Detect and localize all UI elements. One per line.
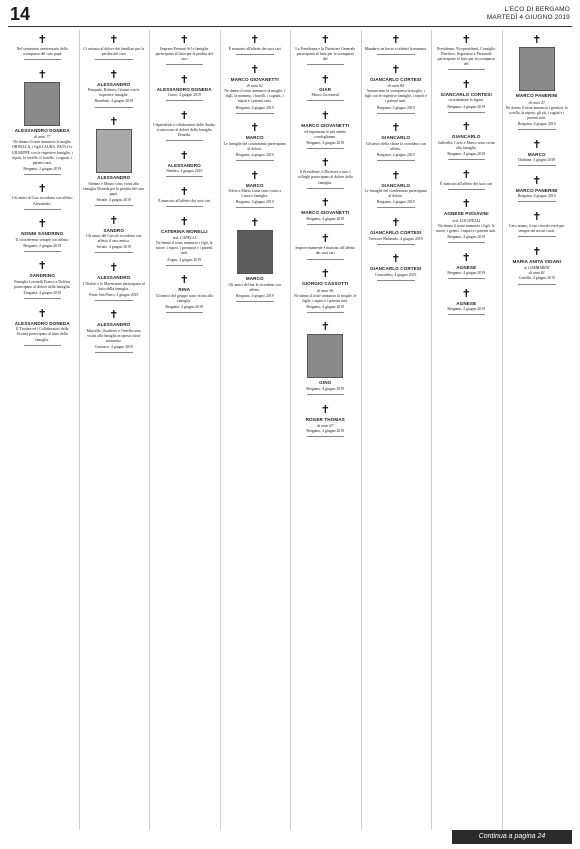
obituary-column	[502, 30, 572, 830]
notice-divider	[448, 112, 486, 113]
deceased-age: di anni 96	[317, 287, 334, 293]
notice-divider	[307, 394, 345, 395]
cross-icon: ✝	[109, 260, 119, 274]
notice-divider	[95, 352, 133, 353]
notice-text: I dipendenti e collaboratori dello Studio si uniscono al dolore della famiglia Doneda.	[153, 122, 216, 138]
notice-date: Bergamo, 2 giugno 2019	[23, 166, 62, 171]
deceased-name: GIANCARLO CORTESI	[370, 266, 422, 272]
notice-divider	[448, 189, 486, 190]
notice-text: Ci uniamo al dolore dei familiari per la perdita del caro	[83, 47, 145, 57]
notice-date: Bergamo, 4 giugno 2019	[517, 194, 556, 199]
notice-text: Ne danno il triste annuncio la moglie ORNELLA, i figli LAURA, PAOLO e GIUSEPPE con le rispettive famiglie, i nipoti, le sorelle, il fratello, i cognati, i parenti tutti.	[11, 140, 73, 165]
notice-divider	[24, 251, 62, 252]
notice-date: Grassobbio, 4 giugno 2019	[375, 272, 417, 277]
notice-divider	[518, 236, 556, 237]
notice-text: Ne danno il triste annuncio i genitori, la sorella, la nipote, gli zii, i cugini e i parenti tutti.	[505, 105, 568, 120]
notice-date: Brembate, 4 giugno 2019	[94, 99, 134, 104]
deceased-name: MARCO PANERINI	[515, 187, 558, 193]
notice-divider	[307, 436, 345, 437]
obituary-notice	[362, 166, 431, 213]
notice-date: Bergamo, 4 giugno 2019	[235, 152, 274, 157]
cross-icon: ✝	[320, 320, 330, 334]
deceased-age: di anni 84	[387, 83, 404, 89]
deceased-name: ALESSANDRO DONEDA	[156, 86, 212, 92]
deceased-name: AGNESE	[456, 264, 477, 270]
deceased-age: ved. CAPELLI	[172, 235, 196, 241]
notice-text: ricordandone la figura.	[448, 98, 485, 103]
cross-icon: ✝	[532, 137, 542, 151]
notice-divider	[166, 206, 204, 207]
cross-icon: ✝	[391, 121, 401, 135]
notice-divider	[166, 312, 204, 313]
notice-date: Dalmine, 3 giugno 2019	[518, 158, 556, 163]
notice-divider	[236, 160, 274, 161]
obituary-notice	[362, 60, 431, 119]
notice-divider	[95, 59, 133, 60]
obituary-notice	[8, 30, 77, 65]
cross-icon: ✝	[109, 308, 119, 322]
obituary-notice	[150, 146, 219, 182]
notice-date: Bergamo, 4 giugno 2019	[306, 216, 345, 221]
obituary-notice	[432, 165, 501, 195]
cross-icon: ✝	[250, 215, 260, 229]
notice-divider	[166, 100, 204, 101]
obituary-notice	[432, 248, 501, 284]
deceased-name: GIANCARLO CORTESI	[440, 91, 492, 97]
deceased-name: ALESSANDRO DONEDA	[14, 320, 70, 326]
notice-date: Seriate, 4 giugno 2019	[96, 197, 131, 202]
obituary-column	[79, 30, 149, 830]
cross-icon: ✝	[250, 168, 260, 182]
notice-text: Marcello, Gualtiero e Ornella sono vicini alla famiglia in questo triste momento.	[86, 328, 141, 344]
notice-divider	[24, 345, 62, 346]
notice-date: Bergamo, 4 giugno 2019	[235, 293, 274, 298]
notice-divider	[95, 107, 133, 108]
obituary-notice	[221, 60, 290, 119]
notice-divider	[166, 265, 204, 266]
cross-icon: ✝	[532, 209, 542, 223]
notice-text: Gli amici del gruppo sono vicini alla famiglia.	[155, 293, 213, 303]
notice-date: Bergamo, 4 giugno 2019	[447, 307, 486, 312]
cross-icon: ✝	[391, 33, 401, 46]
obituary-notice	[8, 65, 77, 180]
notice-text: È mancato all'affetto dei suoi cari	[158, 198, 211, 203]
notice-text: Presidenza, Vicepresidenti, Consiglio Direttivo, Segretario e Personale partecipano al lutto per la scomparsa del	[437, 47, 496, 67]
cross-icon: ✝	[461, 33, 471, 46]
deceased-name: GIAR	[319, 86, 332, 92]
deceased-name: RINA	[178, 287, 191, 293]
obituary-notice	[8, 304, 77, 350]
obituary-notice	[150, 30, 219, 70]
obituary-notice	[8, 179, 77, 214]
deceased-age: di anni 81	[528, 270, 545, 276]
cross-icon: ✝	[179, 108, 189, 122]
obituary-notice	[221, 30, 290, 60]
cross-icon: ✝	[461, 250, 471, 264]
cross-icon: ✝	[532, 244, 542, 258]
obituary-notice	[503, 171, 572, 207]
obituary-notice	[291, 193, 360, 229]
obituary-notice	[80, 305, 149, 357]
continuation-banner: Continua a pagina 24	[452, 830, 572, 844]
notice-date: Castello, 4 giugno 2019	[518, 276, 555, 281]
deceased-name: GIANCARLO CORTESI	[370, 229, 422, 235]
deceased-name: CATERINA MORELLI	[160, 228, 208, 234]
notice-text: Gli amici del Circolo ricordano con affetto il caro amico.	[86, 234, 142, 244]
deceased-name: MARCO GIOVANETTI	[230, 76, 279, 82]
obituary-notice	[221, 166, 290, 213]
cross-icon: ✝	[109, 67, 119, 81]
cross-icon: ✝	[37, 182, 47, 196]
deceased-name: ALESSANDRO	[97, 274, 131, 280]
obituary-columns	[8, 30, 572, 830]
notice-divider	[377, 54, 415, 55]
obituary-notice	[503, 30, 572, 135]
notice-date: Bergamo, 4 giugno 2019	[517, 121, 556, 126]
notice-divider	[377, 280, 415, 281]
notice-divider	[166, 140, 204, 141]
deceased-name: GIANCARLO	[381, 135, 411, 141]
deceased-name: AGNESE	[456, 300, 477, 306]
cross-icon: ✝	[179, 184, 189, 198]
portrait-photo	[96, 129, 132, 173]
notice-divider	[24, 174, 62, 175]
deceased-name: MARCO GIOVANETTI	[301, 210, 350, 216]
notice-divider	[377, 113, 415, 114]
obituary-notice	[291, 400, 360, 442]
obituary-notice	[291, 317, 360, 399]
notice-date: Bergamo, 4 giugno 2019	[235, 200, 274, 205]
notice-text: Marco Giovanetti	[311, 93, 340, 98]
masthead	[487, 6, 570, 22]
obituary-column	[290, 30, 360, 830]
notice-date: Bergamo, 4 giugno 2019	[235, 105, 274, 110]
cross-icon: ✝	[179, 273, 189, 287]
notice-date: Curnasco, 4 giugno 2019	[94, 345, 133, 350]
notice-date: Bergamo, 4 giugno 2019	[447, 151, 486, 156]
cross-icon: ✝	[461, 286, 471, 300]
obituary-notice	[221, 118, 290, 165]
notice-divider	[166, 64, 204, 65]
deceased-name: ALESSANDRO	[97, 322, 131, 328]
notice-text: La Presidenza e la Direzione Generale partecipano al lutto per la scomparsa del	[295, 47, 356, 62]
cross-icon: ✝	[320, 232, 330, 246]
cross-icon: ✝	[532, 33, 542, 46]
deceased-age: di anni 67	[317, 423, 334, 429]
notice-date: Bergamo, 4 giugno 2019	[376, 152, 415, 157]
notice-text: Silvio e Maria Luisa sono vicini a Laura e famiglia.	[228, 189, 282, 199]
notice-divider	[448, 314, 486, 315]
issue-date: MARTEDÌ 4 GIUGNO 2019	[486, 14, 570, 21]
cross-icon: ✝	[179, 214, 189, 228]
notice-divider	[518, 129, 556, 130]
cross-icon: ✝	[37, 259, 47, 273]
deceased-name: ALESSANDRO	[97, 81, 131, 87]
notice-date: Nembro, 4 giugno 2019	[166, 169, 203, 174]
cross-icon: ✝	[250, 33, 260, 46]
obituary-notice	[80, 30, 149, 65]
obituary-notice	[432, 284, 501, 320]
portrait-photo	[307, 334, 343, 378]
notice-date: Bergamo, 4 giugno 2019	[165, 304, 204, 309]
cross-icon: ✝	[179, 148, 189, 162]
cross-icon: ✝	[179, 33, 189, 46]
newspaper-title: L'ECO DI BERGAMO	[504, 6, 570, 13]
obituary-notice	[362, 213, 431, 249]
notice-divider	[307, 312, 345, 313]
notice-text: Famiglia Locatelli Franco e Dolfina partecipano al dolore della famiglia.	[14, 280, 71, 290]
notice-divider	[307, 224, 345, 225]
portrait-photo	[237, 230, 273, 274]
notice-date: Bergamo, 2 giugno 2019	[23, 243, 62, 248]
notice-divider	[307, 259, 345, 260]
obituary-notice	[291, 153, 360, 193]
deceased-name: ALESSANDRO	[167, 162, 201, 168]
notice-divider	[24, 298, 62, 299]
cross-icon: ✝	[37, 306, 47, 320]
cross-icon: ✝	[461, 167, 471, 181]
notice-text: Gli amici della classe lo ricordano con affetto.	[365, 141, 426, 151]
cross-icon: ✝	[532, 173, 542, 187]
obituary-notice	[432, 75, 501, 117]
obituary-column	[8, 30, 77, 830]
cross-icon: ✝	[179, 72, 189, 86]
notice-divider	[448, 242, 486, 243]
deceased-name: SANDRO	[103, 227, 124, 233]
notice-text: ed esprimono le più sentite condoglianze.	[304, 129, 347, 139]
notice-text: Ne danno il triste annuncio i figli, le nuore, i generi, i nipoti e i parenti tutti.	[436, 223, 497, 233]
obituary-notice	[291, 264, 360, 317]
notice-divider	[236, 207, 274, 208]
obituary-notice	[80, 258, 149, 305]
notice-divider	[518, 284, 556, 285]
obituary-notice	[8, 256, 77, 303]
deceased-age: di anni 47	[528, 99, 545, 105]
obituary-notice	[503, 242, 572, 289]
deceased-name: SANDRINO	[29, 273, 55, 279]
obituary-notice	[8, 214, 77, 256]
notice-divider	[236, 113, 274, 114]
cross-icon: ✝	[109, 33, 119, 46]
notice-date: Bergamo, 4 giugno 2019	[306, 140, 345, 145]
obituary-notice	[80, 65, 149, 112]
cross-icon: ✝	[391, 168, 401, 182]
notice-text: Le famiglie del condominio partecipano al dolore.	[364, 189, 427, 199]
notice-text: È mancato all'affetto dei suoi cari	[440, 181, 493, 186]
notice-text: Ti ricorderemo sempre con affetto.	[15, 237, 70, 242]
deceased-name: MARCO	[527, 151, 546, 157]
obituary-notice	[150, 70, 219, 106]
deceased-name: ALESSANDRO	[97, 175, 131, 181]
notice-divider	[307, 188, 345, 189]
notice-text: I Titolari e le Maestranze partecipano al lutto della famiglia.	[82, 281, 145, 291]
cross-icon: ✝	[37, 33, 47, 46]
obituary-notice	[80, 112, 149, 210]
cross-icon: ✝	[391, 62, 401, 76]
deceased-age: in GAMBARINI	[524, 265, 550, 271]
notice-date: Bergamo, 3 giugno 2019	[376, 105, 415, 110]
cross-icon: ✝	[391, 252, 401, 266]
portrait-photo	[24, 82, 60, 126]
notice-divider	[24, 59, 62, 60]
cross-icon: ✝	[320, 402, 330, 416]
deceased-name: ROGER THOMAS	[305, 416, 345, 422]
notice-divider	[377, 207, 415, 208]
cross-icon: ✝	[250, 121, 260, 135]
obituary-notice	[503, 135, 572, 171]
cross-icon: ✝	[461, 77, 471, 91]
cross-icon: ✝	[320, 267, 330, 280]
notice-text: Ne danno il triste annuncio la moglie, i figli, la mamma, i fratelli, i cognati, i nipoti e i parenti tutti.	[224, 89, 286, 104]
deceased-name: MARCO GIOVANETTI	[301, 122, 350, 128]
obituary-notice	[80, 211, 149, 258]
cross-icon: ✝	[37, 217, 47, 231]
obituary-notice	[291, 70, 360, 106]
notice-divider	[518, 201, 556, 202]
deceased-name: AGNESE PISSAVINI	[443, 211, 489, 217]
deceased-age: ved. LOCATELLI	[452, 217, 481, 223]
obituary-notice	[362, 118, 431, 165]
notice-date: Seriate, 4 giugno 2019	[96, 245, 131, 250]
cross-icon: ✝	[109, 115, 119, 129]
notice-text: Ne danno il triste annuncio la moglie, le figlie, i nipoti e i parenti tutti.	[294, 293, 357, 303]
notice-divider	[448, 69, 486, 70]
deceased-name: NONNI SANDRINO	[21, 231, 64, 237]
deceased-name: MARCO	[245, 182, 264, 188]
notice-divider	[448, 159, 486, 160]
cross-icon: ✝	[320, 156, 330, 170]
notice-text: Nel ventesimo anniversario della scomparsa del caro papà	[16, 47, 68, 57]
obituary-notice	[432, 117, 501, 164]
deceased-name: GINO	[319, 380, 332, 386]
deceased-name: GIANCARLO CORTESI	[370, 76, 422, 82]
notice-divider	[236, 301, 274, 302]
notice-date: Bergamo, 4 giugno 2019	[447, 104, 486, 109]
deceased-name: MARIA ANITA VIGANI	[512, 258, 561, 264]
notice-text: Annunciano la scomparsa la moglie, i figli con le rispettive famiglie, i nipoti e i parenti tutti.	[364, 89, 427, 104]
cross-icon: ✝	[320, 72, 330, 86]
deceased-name: GIANCARLO	[451, 134, 481, 140]
notice-divider	[448, 278, 486, 279]
page-header	[8, 6, 572, 26]
obituary-notice	[221, 213, 290, 306]
notice-date: Ponte San Pietro, 4 giugno 2019	[89, 292, 139, 297]
notice-text: Imprese Presenti Srl e famiglie partecipano al lutto per la perdita del caro	[155, 47, 213, 62]
cross-icon: ✝	[461, 197, 471, 211]
deceased-name: MARCO	[245, 275, 264, 281]
notice-text: Caro nonno, il tuo ricordo vivrà per sempre nei nostri cuori.	[509, 223, 565, 234]
page-number: 14	[10, 4, 31, 24]
notice-divider	[307, 64, 345, 65]
cross-icon: ✝	[320, 33, 330, 46]
notice-divider	[95, 300, 133, 301]
obituary-notice	[362, 30, 431, 60]
obituary-notice	[150, 212, 219, 271]
obituary-notice	[291, 106, 360, 153]
portrait-photo	[519, 47, 555, 91]
notice-divider	[24, 209, 62, 210]
deceased-age: di anni 77	[34, 134, 51, 140]
obituary-notice	[150, 182, 219, 212]
notice-text: Improvvisamente è mancato all'affetto dei suoi cari	[295, 246, 356, 256]
deceased-name: GIORGIO CASSOTTI	[302, 281, 349, 286]
obituary-notice	[150, 106, 219, 146]
obituary-notice	[362, 249, 431, 285]
notice-date: Bergamo, 4 giugno 2019	[306, 304, 345, 309]
obituary-notice	[432, 194, 501, 247]
deceased-name: MARCO	[245, 135, 264, 141]
notice-divider	[377, 244, 415, 245]
cross-icon: ✝	[37, 67, 47, 81]
notice-divider	[377, 160, 415, 161]
notice-text: Ne danno il triste annuncio i figli, le nuore, i nipoti, i pronipoti e i parenti tutti.	[155, 241, 213, 256]
notice-text: Gli amici di Ciao ricordano con affetto Alessandro.	[12, 196, 73, 206]
obituary-notice	[291, 229, 360, 264]
notice-divider	[95, 252, 133, 253]
obituary-notice	[503, 207, 572, 242]
notice-date: Bergamo, 4 giugno 2019	[306, 387, 345, 392]
notice-date: Bergamo, 4 giugno 2019	[447, 271, 486, 276]
notice-text: Il Titolare ed i Collaboratori della Società partecipano al lutto della famiglia.	[16, 327, 69, 342]
notice-text: Il Presidente, il Direttore e tutti i colleghi partecipano al dolore della famiglia.	[297, 170, 353, 185]
obituary-column	[220, 30, 290, 830]
notice-divider	[166, 176, 204, 177]
obituary-column	[361, 30, 431, 830]
cross-icon: ✝	[109, 213, 119, 227]
notice-date: Como, 4 giugno 2019	[167, 93, 201, 98]
notice-date: Bergamo, 4 giugno 2019	[306, 429, 345, 434]
notice-divider	[236, 54, 274, 55]
notice-text: Trescore Balneario, 4 giugno 2019	[368, 236, 423, 241]
notice-date: Bergamo, 4 giugno 2019	[447, 235, 486, 239]
notice-text: Stefano e Mauro sono vicini alla famiglia Doneda per la perdita del caro papà.	[83, 181, 145, 196]
notice-divider	[307, 100, 345, 101]
deceased-age: di anni 61	[246, 83, 263, 89]
obituary-column	[149, 30, 219, 830]
deceased-name: GIANCARLO	[381, 182, 411, 188]
notice-date: Zogno, 4 giugno 2019	[167, 257, 202, 262]
notice-text: Gabriella, Carlo e Marco sono vicini alla famiglia.	[437, 140, 495, 150]
notice-date: Bergamo, 4 giugno 2019	[376, 200, 415, 205]
obituary-column	[431, 30, 501, 830]
notice-date: Zingonia, 4 giugno 2019	[23, 291, 62, 296]
deceased-name: MARCO PANERINI	[515, 93, 558, 98]
notice-divider	[307, 148, 345, 149]
cross-icon: ✝	[250, 62, 260, 76]
notice-text: Gli amici del bar lo ricordano con affetto.	[228, 282, 282, 292]
cross-icon: ✝	[461, 120, 471, 134]
notice-text: Mandarci un bacio e salutati la mamma.	[364, 47, 427, 51]
notice-text: È mancato all'affetto dei suoi cari	[228, 47, 281, 51]
cross-icon: ✝	[391, 215, 401, 229]
notice-divider	[518, 165, 556, 166]
obituary-notice	[432, 30, 501, 75]
notice-text: Pasquale, Roberto, Gianni con le rispettive famiglie.	[88, 88, 140, 98]
header-rule	[8, 26, 572, 27]
notice-divider	[95, 205, 133, 206]
obituary-notice	[291, 30, 360, 70]
notice-text: Le famiglie del condominio partecipano al dolore.	[223, 141, 286, 151]
obituary-notice	[150, 270, 219, 317]
deceased-name: ALESSANDRO DONEDA	[14, 127, 70, 133]
cross-icon: ✝	[320, 108, 330, 122]
cross-icon: ✝	[320, 196, 330, 210]
